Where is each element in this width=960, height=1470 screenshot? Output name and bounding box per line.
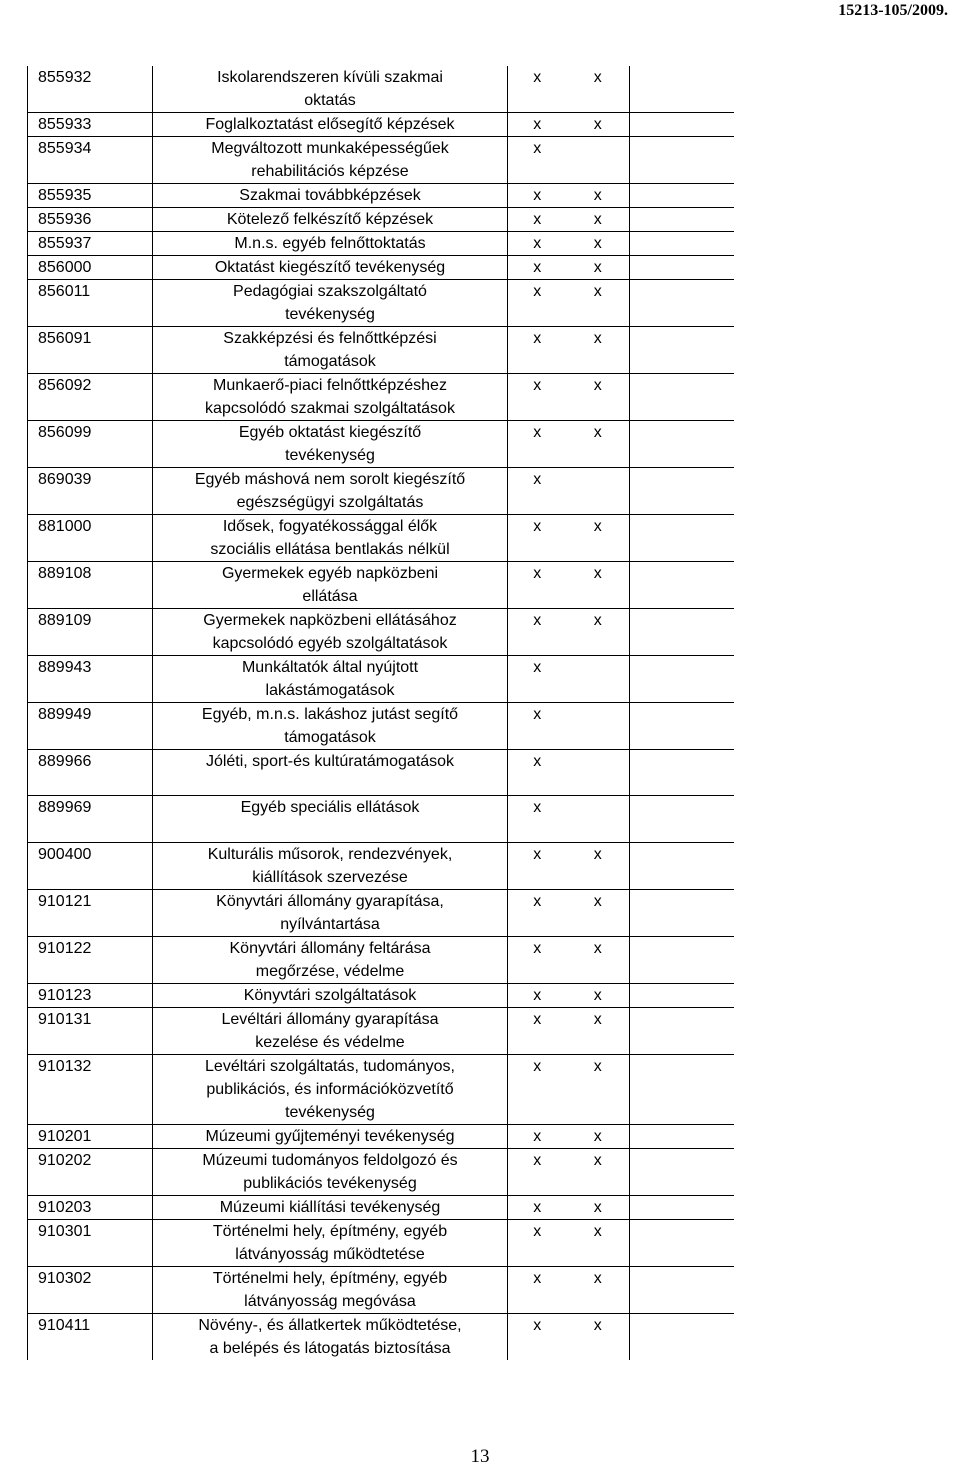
mark-column-2: x <box>567 1220 630 1267</box>
activity-description: Egyéb máshová nem sorolt kiegészítő egészségügyi szolgáltatás <box>153 468 508 515</box>
table-row <box>28 562 734 609</box>
activity-description: Egyéb oktatást kiegészítő tevékenység <box>153 421 508 468</box>
mark-column-1: x <box>508 703 567 750</box>
activity-description: Növény-, és állatkertek működtetése, a belépés és látogatás biztosítása <box>153 1314 508 1361</box>
empty-column <box>630 256 734 280</box>
mark-column-1: x <box>533 69 542 86</box>
empty-column <box>630 1196 734 1220</box>
activity-description: Jóléti, sport-és kultúratámogatások <box>153 750 508 796</box>
mark-column-1: x <box>508 208 567 232</box>
mark-column-2 <box>567 656 630 703</box>
empty-column <box>630 796 734 843</box>
mark-column-1: x <box>508 184 567 208</box>
mark-column-1: x <box>508 232 567 256</box>
empty-column <box>630 1149 734 1196</box>
mark-column-1: x <box>508 1220 567 1267</box>
mark-column-2: x <box>567 1008 630 1055</box>
activity-code: 856091 <box>28 327 153 374</box>
activity-code: 910123 <box>28 984 153 1008</box>
mark-column-2: x <box>567 1314 630 1361</box>
activity-code: 889949 <box>28 703 153 750</box>
empty-column <box>630 562 734 609</box>
activity-description: Gyermekek egyéb napközbeni ellátása <box>153 562 508 609</box>
activity-description: Múzeumi tudományos feldolgozó és publikációs tevékenység <box>153 1149 508 1196</box>
mark-column-2: x <box>567 1267 630 1314</box>
mark-column-1: x <box>508 843 567 890</box>
empty-column <box>630 515 734 562</box>
mark-column-1: x <box>508 1267 567 1314</box>
activity-code: 856000 <box>28 256 153 280</box>
mark-column-2: x <box>567 1055 630 1125</box>
activity-code: 889943 <box>28 656 153 703</box>
activity-code: 910131 <box>28 1008 153 1055</box>
mark-column-1: x <box>508 890 567 937</box>
mark-column-1: x <box>508 1196 567 1220</box>
activity-description: Pedagógiai szakszolgáltató tevékenység <box>153 280 508 327</box>
table-row <box>28 66 734 113</box>
table-row <box>28 1267 734 1314</box>
activity-description: Levéltári állomány gyarapítása kezelése és védelme <box>153 1008 508 1055</box>
empty-column <box>630 1314 734 1361</box>
mark-column-2: x <box>567 66 630 113</box>
mark-column-1: x <box>508 609 567 656</box>
activity-code: 855933 <box>28 113 153 137</box>
table-row <box>28 374 734 421</box>
table-row <box>28 256 734 280</box>
activity-description: Idősek, fogyatékossággal élők szociális ellátása bentlakás nélkül <box>153 515 508 562</box>
table-row <box>28 421 734 468</box>
activity-code: 910122 <box>28 937 153 984</box>
activity-code: 856099 <box>28 421 153 468</box>
table-row <box>28 1055 734 1125</box>
activity-code: 889966 <box>28 750 153 796</box>
table-row <box>28 796 734 843</box>
mark-column-2 <box>567 703 630 750</box>
empty-column <box>630 1220 734 1267</box>
empty-column <box>630 66 734 113</box>
empty-column <box>630 468 734 515</box>
empty-column <box>630 609 734 656</box>
table-row <box>28 1125 734 1149</box>
table-row <box>28 1314 734 1361</box>
mark-column-1: x <box>508 515 567 562</box>
activity-code-table <box>27 66 734 1360</box>
empty-column <box>630 1008 734 1055</box>
empty-column <box>630 327 734 374</box>
empty-column <box>630 1267 734 1314</box>
activity-description: Szakmai továbbképzések <box>153 184 508 208</box>
empty-column <box>630 232 734 256</box>
mark-column-2: x <box>567 184 630 208</box>
mark-column-1: x <box>508 374 567 421</box>
table-row <box>28 1008 734 1055</box>
mark-column-2: x <box>567 208 630 232</box>
table-row <box>28 750 734 796</box>
activity-description: Levéltári szolgáltatás, tudományos, publikációs, és információközvetítő tevékenység <box>153 1055 508 1125</box>
table-row <box>28 327 734 374</box>
table-row <box>28 1149 734 1196</box>
mark-column-1: x <box>508 656 567 703</box>
page-number: 13 <box>470 1446 490 1467</box>
table-row <box>28 137 734 184</box>
table-row <box>28 1196 734 1220</box>
activity-code: 900400 <box>28 843 153 890</box>
mark-column-1: x <box>508 280 567 327</box>
table-row <box>28 609 734 656</box>
mark-column-1: x <box>508 1055 567 1125</box>
empty-column <box>630 1125 734 1149</box>
activity-description: Egyéb speciális ellátások <box>153 796 508 843</box>
empty-column <box>630 703 734 750</box>
mark-column-1: x <box>508 984 567 1008</box>
empty-column <box>630 421 734 468</box>
mark-column-1: x <box>508 1149 567 1196</box>
activity-description: Könyvtári állomány feltárása megőrzése, védelme <box>153 937 508 984</box>
table-row <box>28 208 734 232</box>
mark-column-2: x <box>567 1125 630 1149</box>
activity-code: 869039 <box>28 468 153 515</box>
activity-code: 881000 <box>28 515 153 562</box>
activity-code: 855936 <box>28 208 153 232</box>
mark-column-1: x <box>508 796 567 843</box>
empty-column <box>630 374 734 421</box>
table-row <box>28 468 734 515</box>
mark-column-1: x <box>508 256 567 280</box>
table-row <box>28 1220 734 1267</box>
activity-code: 910201 <box>28 1125 153 1149</box>
activity-code: 855932 <box>28 66 153 113</box>
mark-column-2: x <box>567 374 630 421</box>
mark-column-1: x <box>508 937 567 984</box>
table-row <box>28 232 734 256</box>
table-row <box>28 843 734 890</box>
activity-code: 889969 <box>28 796 153 843</box>
table-row <box>28 113 734 137</box>
mark-column-2 <box>567 796 630 843</box>
activity-code: 889109 <box>28 609 153 656</box>
activity-description: Könyvtári szolgáltatások <box>153 984 508 1008</box>
document-reference-number: 15213-105/2009. <box>838 2 948 19</box>
mark-column-1: x <box>508 137 567 184</box>
mark-column-2: x <box>567 937 630 984</box>
mark-column-2 <box>567 750 630 796</box>
table-row <box>28 984 734 1008</box>
mark-column-2: x <box>567 609 630 656</box>
empty-column <box>630 984 734 1008</box>
activity-description: Könyvtári állomány gyarapítása, nyílvántartása <box>153 890 508 937</box>
activity-description: Munkáltatók által nyújtott lakástámogatások <box>153 656 508 703</box>
mark-column-2: x <box>567 232 630 256</box>
empty-column <box>630 1055 734 1125</box>
table-row <box>28 515 734 562</box>
mark-column-2: x <box>567 327 630 374</box>
activity-description: Kötelező felkészítő képzések <box>153 208 508 232</box>
activity-description: Múzeumi gyűjteményi tevékenység <box>153 1125 508 1149</box>
mark-column-2: x <box>567 1149 630 1196</box>
activity-code: 856011 <box>28 280 153 327</box>
empty-column <box>630 656 734 703</box>
activity-description: M.n.s. egyéb felnőttoktatás <box>153 232 508 256</box>
table-row <box>28 703 734 750</box>
mark-column-1: x <box>508 1125 567 1149</box>
mark-column-1: x <box>508 1008 567 1055</box>
mark-column-2: x <box>567 890 630 937</box>
table-body <box>28 66 734 1360</box>
activity-code: 910121 <box>28 890 153 937</box>
empty-column <box>630 750 734 796</box>
mark-column-2: x <box>567 256 630 280</box>
activity-description: Történelmi hely, építmény, egyéb látványosság megóvása <box>153 1267 508 1314</box>
activity-code: 910411 <box>28 1314 153 1361</box>
empty-column <box>630 890 734 937</box>
mark-column-2: x <box>567 1196 630 1220</box>
activity-description: Foglalkoztatást elősegítő képzések <box>153 113 508 137</box>
empty-column <box>630 280 734 327</box>
activity-code: 910301 <box>28 1220 153 1267</box>
activity-code: 910202 <box>28 1149 153 1196</box>
mark-column-1: x <box>508 327 567 374</box>
table-row <box>28 890 734 937</box>
mark-column-2: x <box>567 280 630 327</box>
activity-description: Egyéb, m.n.s. lakáshoz jutást segítő támogatások <box>153 703 508 750</box>
activity-description: Történelmi hely, építmény, egyéb látványosság működtetése <box>153 1220 508 1267</box>
mark-column-2: x <box>567 843 630 890</box>
activity-description: Szakképzési és felnőttképzési támogatások <box>153 327 508 374</box>
mark-column-1: x <box>508 421 567 468</box>
mark-column-2: x <box>567 421 630 468</box>
empty-column <box>630 208 734 232</box>
activity-description: Kulturális műsorok, rendezvények, kiállítások szervezése <box>153 843 508 890</box>
mark-column-2: x <box>567 515 630 562</box>
activity-description: Múzeumi kiállítási tevékenység <box>153 1196 508 1220</box>
activity-description: Gyermekek napközbeni ellátásához kapcsolódó egyéb szolgáltatások <box>153 609 508 656</box>
activity-code: 910203 <box>28 1196 153 1220</box>
activity-code: 856092 <box>28 374 153 421</box>
mark-column-1: x <box>508 468 567 515</box>
activity-description: Iskolarendszeren kívüli szakmai oktatás <box>153 66 508 113</box>
mark-column-1: x <box>508 1314 567 1361</box>
mark-column-2: x <box>567 984 630 1008</box>
mark-column-1: x <box>508 113 567 137</box>
activity-code: 855934 <box>28 137 153 184</box>
activity-code: 889108 <box>28 562 153 609</box>
empty-column <box>630 113 734 137</box>
activity-code: 855935 <box>28 184 153 208</box>
activity-code: 910132 <box>28 1055 153 1125</box>
activity-description: Megváltozott munkaképességűek rehabilitációs képzése <box>153 137 508 184</box>
activity-description: Munkaerő-piaci felnőttképzéshez kapcsolódó szakmai szolgáltatások <box>153 374 508 421</box>
mark-column-2 <box>567 137 630 184</box>
empty-column <box>630 184 734 208</box>
table-row <box>28 280 734 327</box>
mark-column-2: x <box>567 562 630 609</box>
mark-column-1: x <box>508 562 567 609</box>
activity-code: 910302 <box>28 1267 153 1314</box>
empty-column <box>630 937 734 984</box>
empty-column <box>630 843 734 890</box>
mark-column-2 <box>567 468 630 515</box>
mark-column-1: x <box>508 750 567 796</box>
empty-column <box>630 137 734 184</box>
table-row <box>28 937 734 984</box>
activity-description: Oktatást kiegészítő tevékenység <box>153 256 508 280</box>
activity-code: 855937 <box>28 232 153 256</box>
table-row <box>28 656 734 703</box>
table-row <box>28 184 734 208</box>
mark-column-2: x <box>567 113 630 137</box>
